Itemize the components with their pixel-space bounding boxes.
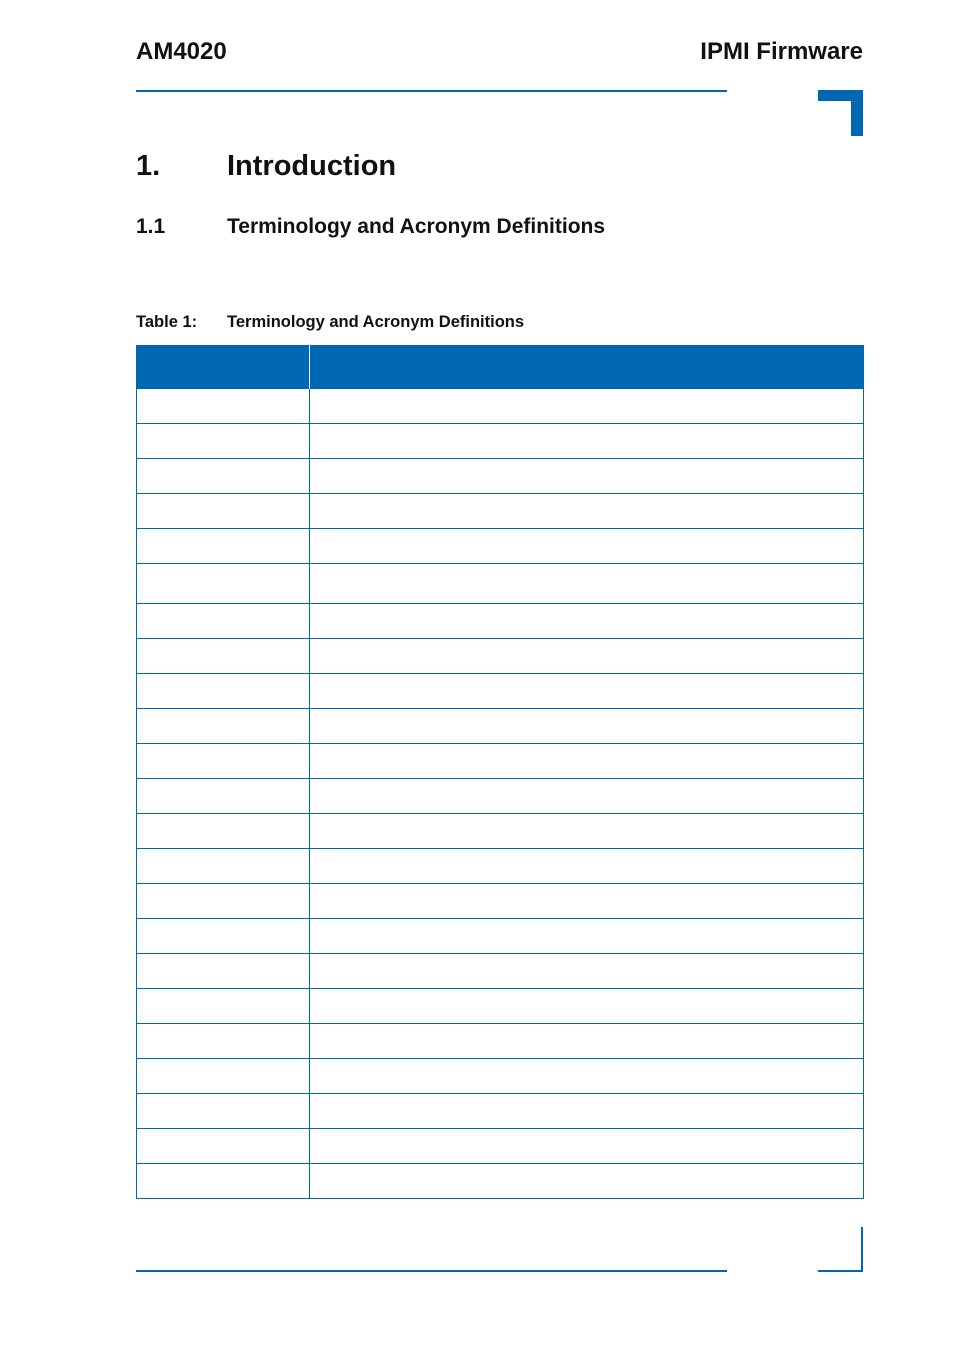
chapter-number: 1. [136,150,161,182]
table-row [137,709,864,744]
table-row [137,389,864,424]
table-cell-term [137,529,310,564]
table-cell-definition [310,1059,864,1094]
table-row [137,1024,864,1059]
table-row [137,1129,864,1164]
table-cell-term [137,674,310,709]
table-cell-definition [310,564,864,604]
table-cell-definition [310,1129,864,1164]
table-cell-definition [310,779,864,814]
footer-rule [136,1270,727,1272]
table-cell-definition [310,389,864,424]
table-cell-definition [310,744,864,779]
chapter-title: Introduction [227,150,397,182]
table-cell-term [137,919,310,954]
table-row [137,564,864,604]
table-cell-term [137,459,310,494]
table-row [137,639,864,674]
table-row [137,814,864,849]
table-cell-term [137,709,310,744]
table-cell-definition [310,954,864,989]
table-cell-definition [310,709,864,744]
table-row [137,604,864,639]
table-cell-definition [310,1024,864,1059]
table-cell-definition [310,674,864,709]
table-header-term [137,345,310,389]
table-header-definition [310,345,864,389]
table-cell-term [137,814,310,849]
table-cell-definition [310,884,864,919]
table-row [137,989,864,1024]
footer-corner-mark-vertical [861,1227,863,1272]
section-number: 1.1 [136,215,166,238]
table-row [137,494,864,529]
table-cell-definition [310,639,864,674]
table-cell-term [137,564,310,604]
table-cell-term [137,1094,310,1129]
header-rule [136,90,727,92]
table-cell-term [137,424,310,459]
table-row [137,1164,864,1199]
table-cell-definition [310,1164,864,1199]
table-row [137,919,864,954]
table-cell-term [137,849,310,884]
table-row [137,674,864,709]
table-row [137,779,864,814]
table-row [137,529,864,564]
section-title: Terminology and Acronym Definitions [227,215,606,238]
table-row [137,424,864,459]
terminology-table [136,345,864,1199]
table-row [137,459,864,494]
table-cell-term [137,1024,310,1059]
table-cell-term [137,604,310,639]
table-cell-definition [310,919,864,954]
table-cell-definition [310,459,864,494]
table-cell-definition [310,989,864,1024]
table-row [137,744,864,779]
table-cell-term [137,954,310,989]
table-caption-title: Terminology and Acronym Definitions [227,313,525,331]
table-row [137,1094,864,1129]
table-cell-term [137,639,310,674]
table-cell-definition [310,424,864,459]
table-caption-number: Table 1: [136,313,198,331]
table-cell-term [137,1129,310,1164]
table-cell-definition [310,1094,864,1129]
footer-corner-mark [818,1270,863,1272]
table-cell-definition [310,604,864,639]
table-row [137,849,864,884]
table-cell-term [137,494,310,529]
header-corner-mark-vertical [851,90,863,136]
table-cell-term [137,779,310,814]
header-product-name: AM4020 [136,38,227,65]
table-cell-term [137,1059,310,1094]
table-cell-term [137,1164,310,1199]
table-cell-definition [310,814,864,849]
table-cell-definition [310,849,864,884]
table-cell-term [137,989,310,1024]
table-cell-term [137,389,310,424]
table-header-row [137,345,864,389]
header-section-name: IPMI Firmware [700,38,863,65]
table-cell-term [137,884,310,919]
table-cell-term [137,744,310,779]
table-cell-definition [310,494,864,529]
table-row [137,954,864,989]
table-row [137,1059,864,1094]
table-row [137,884,864,919]
table-cell-definition [310,529,864,564]
